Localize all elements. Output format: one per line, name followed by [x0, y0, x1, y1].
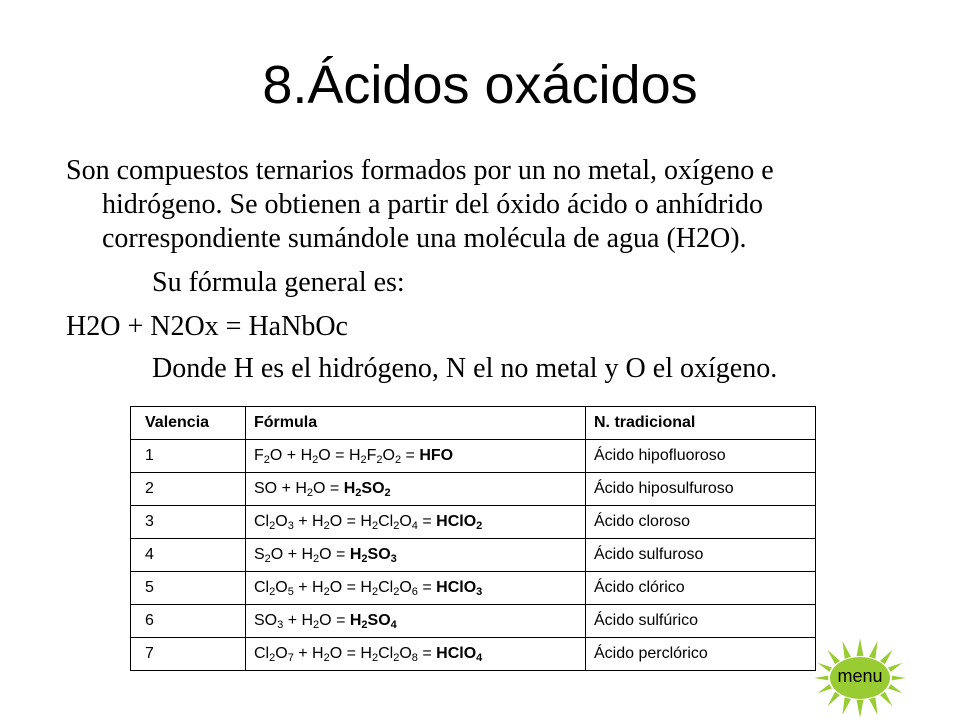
general-formula: H2O + N2Ox = HaNbOc	[66, 311, 348, 342]
cell-nombre: Ácido clórico	[586, 572, 816, 605]
table-row	[131, 506, 816, 539]
cell-formula: SO + $H_2O = H_2SO_2$	[246, 473, 586, 506]
acids-table	[130, 406, 816, 671]
table-row	[131, 440, 816, 473]
menu-label: menu	[837, 666, 883, 686]
table-row	[131, 572, 816, 605]
cell-nombre: Ácido perclórico	[586, 638, 816, 671]
cell-valencia: 3	[131, 506, 246, 539]
sun-ray	[857, 638, 864, 656]
cell-valencia: 5	[131, 572, 246, 605]
sun-ray	[827, 650, 839, 664]
table-header-row	[131, 407, 816, 440]
table-row	[131, 473, 816, 506]
cell-valencia: 6	[131, 605, 246, 638]
sun-ray	[857, 700, 864, 718]
sun-ray	[869, 697, 878, 715]
cell-formula: $Cl_2O_3 + H_2O = H_2Cl_2O_4$ = HClO$_2$	[246, 506, 586, 539]
cell-nombre: Ácido hiposulfuroso	[586, 473, 816, 506]
header-formula: Fórmula	[246, 407, 586, 440]
cell-nombre: Ácido hipofluoroso	[586, 440, 816, 473]
cell-nombre: Ácido sulfuroso	[586, 539, 816, 572]
sun-ray	[842, 641, 851, 659]
table-row	[131, 605, 816, 638]
menu-button[interactable]	[810, 636, 910, 720]
cell-nombre: Ácido cloroso	[586, 506, 816, 539]
sun-ray	[880, 692, 892, 706]
table-row	[131, 638, 816, 671]
sun-ray	[880, 650, 892, 664]
paragraph-line-2: hidrógeno. Se obtienen a partir del óxido ácido o anhídrido	[102, 189, 763, 220]
cell-formula: $F_2O + H_2O = H_2F_2O_2$ = HFO	[246, 440, 586, 473]
paragraph-line-1: Son compuestos ternarios formados por un no metal, oxígeno e	[66, 155, 774, 186]
cell-formula: $Cl_2O_7 + H_2O = H_2Cl_2O_8$ = HClO$_4$	[246, 638, 586, 671]
sun-ray	[869, 641, 878, 659]
sun-ray	[842, 697, 851, 715]
cell-valencia: 4	[131, 539, 246, 572]
cell-nombre: Ácido sulfúrico	[586, 605, 816, 638]
formula-explanation: Donde H es el hidrógeno, N el no metal y O el oxígeno.	[152, 353, 778, 384]
header-nombre: N. tradicional	[586, 407, 816, 440]
cell-formula: $S_2O + H_2O = H_2SO_3$	[246, 539, 586, 572]
cell-valencia: 7	[131, 638, 246, 671]
table-body	[131, 440, 816, 671]
cell-formula: $SO_3 + H_2O = H_2SO_4$	[246, 605, 586, 638]
cell-valencia: 1	[131, 440, 246, 473]
general-formula-label: Su fórmula general es:	[152, 267, 405, 298]
header-valencia: Valencia	[131, 407, 246, 440]
paragraph-line-3: correspondiente sumándole una molécula de agua (H2O).	[102, 223, 747, 254]
table-row	[131, 539, 816, 572]
sun-ray	[827, 692, 839, 706]
slide-title: 8.Ácidos oxácidos	[262, 55, 698, 115]
cell-valencia: 2	[131, 473, 246, 506]
cell-formula: $Cl_2O_5 + H_2O = H_2Cl_2O_6$ = HClO$_3$	[246, 572, 586, 605]
